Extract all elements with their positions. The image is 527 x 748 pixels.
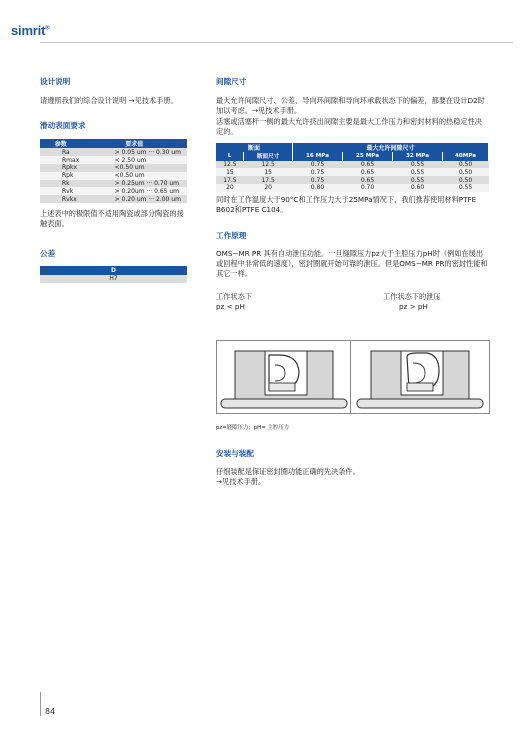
surface-row xyxy=(40,195,187,203)
gap-table xyxy=(216,143,489,192)
seal-diagram-normal xyxy=(216,340,352,414)
surface-row xyxy=(40,164,187,172)
install-section xyxy=(216,448,489,488)
state1-label: 工作状态下 xyxy=(216,291,252,301)
surface-value: > 0.25um ··· 0.70 um xyxy=(82,180,187,188)
gap-header-max: 最大允许间隙尺寸 xyxy=(292,143,488,152)
gap-cell: 0.50 xyxy=(443,168,489,176)
surface-param: Rvk xyxy=(40,187,82,195)
gap-cell: 17.5 xyxy=(244,176,293,184)
surface-value: < 2.50 um xyxy=(82,156,187,164)
surface-value: > 0.20 um ··· 2.00 um xyxy=(82,195,187,203)
surface-row xyxy=(40,187,187,195)
tolerance-header: D xyxy=(40,266,187,275)
gap-title: 间隙尺寸 xyxy=(216,77,247,86)
gap-cell: 0.55 xyxy=(393,176,443,184)
gap-subheader: 40MPa xyxy=(443,152,489,161)
surface-param: Rpkx xyxy=(40,164,82,172)
state1-condition: pz < pH xyxy=(216,301,245,311)
surface-table xyxy=(40,139,187,203)
install-text: 仔细装配是保证密封圈功能正确的先决条件。 →见技术手册。 xyxy=(216,467,360,487)
surface-param: Rpk xyxy=(40,172,82,180)
gap-row xyxy=(216,176,489,184)
gap-cell: 12.5 xyxy=(244,161,293,169)
design-title: 设计说明 xyxy=(40,77,71,86)
diagram-caption: pz=缝隙压力；pH= 主腔压力 xyxy=(216,425,289,431)
gap-cell: 17.5 xyxy=(216,176,244,184)
surface-value: > 0.20um ··· 0.65 um xyxy=(82,187,187,195)
install-title: 安装与装配 xyxy=(216,449,254,458)
gap-intro: 最大允许间隙尺寸、公差、导向环间隙和导向环承载状态下的偏差，都要在设计D2时加以考虑。→见技术手册。 xyxy=(216,96,485,116)
gap-cell: 0.50 xyxy=(443,161,489,169)
gap-cell: 0.75 xyxy=(292,161,342,169)
state2-condition: pz > pH xyxy=(399,301,428,311)
design-text: 请遵照我们的综合设计说明 →见技术手册。 xyxy=(40,96,178,105)
surface-row xyxy=(40,156,187,164)
gap-note: 同时在工作温度大于90°C和工作压力大于25MPa情况下，我们推荐使用材料PTFE B602和PTFE C104。 xyxy=(216,194,477,215)
gap-cell: 0.60 xyxy=(393,184,443,192)
principle-title: 工作原理 xyxy=(216,230,247,240)
surface-param: Rvkx xyxy=(40,195,82,203)
surface-row xyxy=(40,172,187,180)
gap-row xyxy=(216,161,489,169)
left-column xyxy=(40,76,187,283)
tolerance-title: 公差 xyxy=(40,248,56,258)
state2-label: 工作状态下的泄压 xyxy=(383,291,441,301)
gap-cell: 0.55 xyxy=(443,184,489,192)
seal-diagram-relief xyxy=(350,340,490,414)
gap-cell: 20 xyxy=(216,184,244,192)
gap-row xyxy=(216,168,489,176)
surface-header-value: 要求值 xyxy=(82,139,187,148)
gap-intro2: 活塞或活塞杆一侧的最大允许挤出间隙主要是最大工作压力和密封材料的热稳定性决定的。 xyxy=(216,116,482,137)
gap-row xyxy=(216,184,489,192)
tolerance-value: H7 xyxy=(40,275,187,283)
gap-subheader: 16 MPa xyxy=(292,152,342,161)
gap-cell: 0.75 xyxy=(292,168,342,176)
right-column xyxy=(216,76,489,312)
surface-row xyxy=(40,148,187,156)
header-rule xyxy=(40,42,513,43)
surface-value: <0.50 um xyxy=(82,172,187,180)
gap-cell: 15 xyxy=(216,168,244,176)
gap-subheader: 25 MPa xyxy=(342,152,392,161)
surface-param: Rmax xyxy=(40,156,82,164)
gap-cell: 0.65 xyxy=(342,176,392,184)
seal-relief-drawing xyxy=(351,341,489,413)
gap-subheader: 断面尺寸 xyxy=(244,152,293,161)
gap-cell: 12.5 xyxy=(216,161,244,169)
gap-subheader: 32 MPa xyxy=(393,152,443,161)
surface-row xyxy=(40,180,187,188)
surface-header-param: 参数 xyxy=(40,139,82,148)
gap-subheader: L xyxy=(216,152,244,161)
surface-param: Ra xyxy=(40,148,82,156)
gap-cell: 0.70 xyxy=(342,184,392,192)
gap-cell: 0.75 xyxy=(292,176,342,184)
surface-value: <0.50 um xyxy=(82,164,187,172)
gap-cell: 0.55 xyxy=(393,161,443,169)
page-number: 84 xyxy=(45,707,56,716)
gap-cell: 0.50 xyxy=(443,176,489,184)
tolerance-table xyxy=(40,266,187,283)
surface-param: Rk xyxy=(40,180,82,188)
principle-text: OMS−MR PR 具有自动泄压功能。一旦缝隙压力pz大于主腔压力pH时（例如在缓出或回程中非常低的速度），密封圈就开始可靠的泄压。但是OMS−MR PR的密封性能和其它一样。 xyxy=(216,248,488,279)
gap-header-groove: 断面 xyxy=(216,143,292,152)
surface-value: > 0.05 um ··· 0.30 um xyxy=(82,148,187,156)
footer-rule xyxy=(40,692,41,716)
brand-logo: simrit® xyxy=(11,23,50,38)
gap-cell: 15 xyxy=(244,168,293,176)
gap-cell: 0.55 xyxy=(393,168,443,176)
surface-title: 滑动表面要求 xyxy=(40,121,86,131)
gap-cell: 0.65 xyxy=(342,168,392,176)
surface-note: 上述表中的极限值不适用陶瓷或部分陶瓷的接触表面。 xyxy=(40,208,184,229)
gap-cell: 0.65 xyxy=(342,161,392,169)
gap-cell: 0.80 xyxy=(292,184,342,192)
seal-normal-drawing xyxy=(217,341,351,413)
gap-cell: 20 xyxy=(244,184,293,192)
